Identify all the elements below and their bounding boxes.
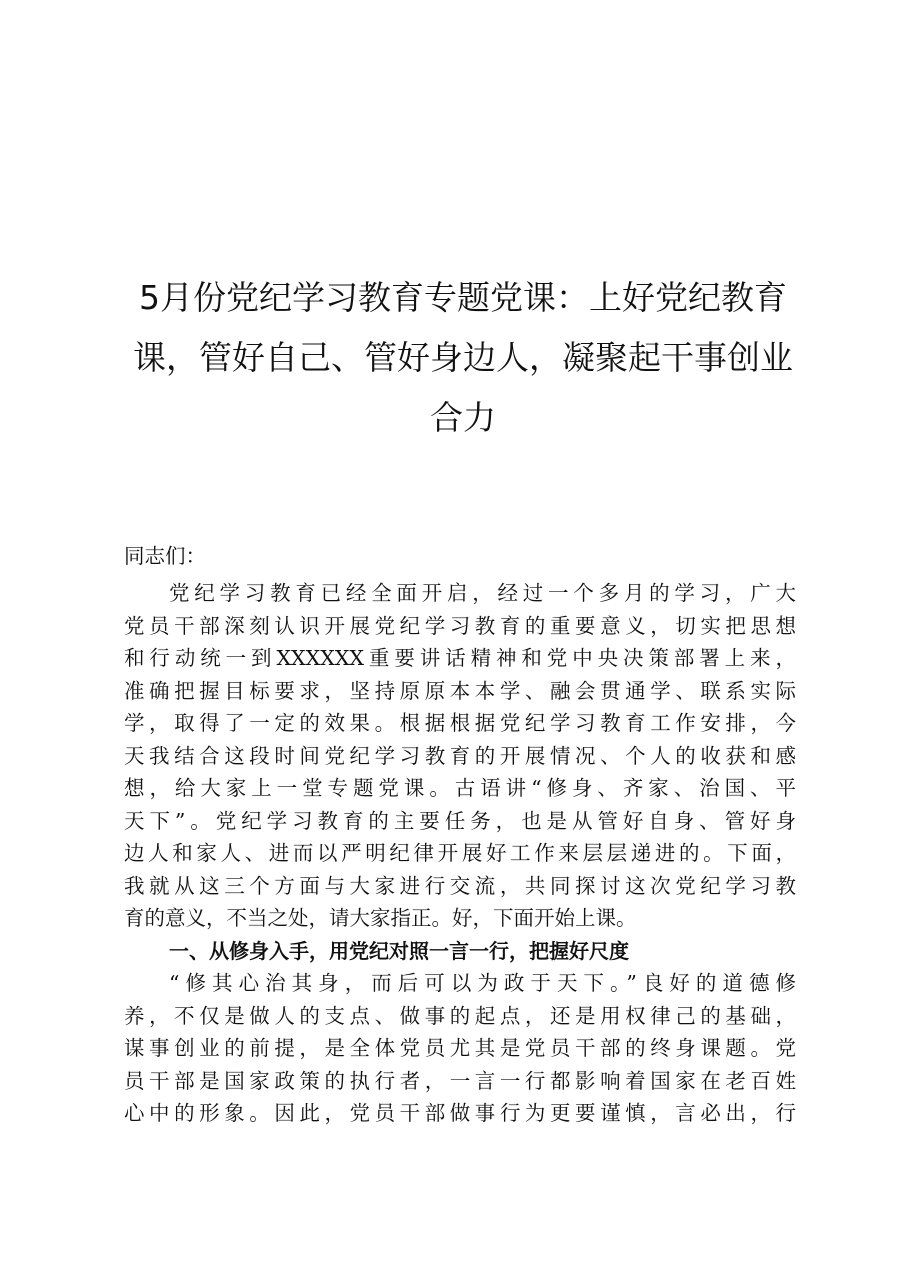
document-title <box>118 268 808 448</box>
paragraph-line: 员干部是国家政策的执行者，一言一行都影响着国家在老百姓 <box>124 1068 796 1093</box>
paragraph-line: 育的意义，不当之处，请大家指正。好，下面开始上课。 <box>124 906 637 930</box>
paragraph-line: 想，给大家上一堂专题党课。古语讲“修身、齐家、治国、平 <box>124 776 796 800</box>
paragraph-line: 天我结合这段时间党纪学习教育的开展情况、个人的收获和感 <box>124 743 796 768</box>
paragraph-line: 和行动统一到XXXXXX重要讲话精神和党中央决策部署上来， <box>124 646 796 670</box>
paragraph-line: 谋事创业的前提，是全体党员尤其是党员干部的终身课题。党 <box>124 1036 796 1060</box>
paragraph-line: 心中的形象。因此，党员干部做事行为更要谨慎，言必出，行 <box>124 1101 796 1125</box>
paragraph-2 <box>124 967 796 1130</box>
paragraph-1 <box>124 577 796 935</box>
paragraph-line: 养，不仅是做人的支点、做事的起点，还是用权律己的基础， <box>124 1003 796 1028</box>
title-line: 课，管好自己、管好身边人，凝聚起干事创业 <box>133 338 793 377</box>
paragraph-line: 天下”。党纪学习教育的主要任务，也是从管好自身、管好身 <box>124 808 796 833</box>
document-body <box>124 535 796 1130</box>
section-heading: 一、从修身入手，用党纪对照一言一行，把握好尺度 <box>169 938 629 963</box>
paragraph-line: 准确把握目标要求，坚持原原本本学、融会贯通学、联系实际 <box>124 678 796 703</box>
paragraph-line: 党员干部深刻认识开展党纪学习教育的重要意义，切实把思想 <box>124 613 796 638</box>
paragraph-line: “修其心治其身，而后可以为政于天下。”良好的道德修 <box>169 971 796 995</box>
paragraph-line: 学，取得了一定的效果。根据根据党纪学习教育工作安排，今 <box>124 711 796 735</box>
paragraph-line: 边人和家人、进而以严明纪律开展好工作来层层递进的。下面， <box>124 841 796 865</box>
paragraph-line: 我就从这三个方面与大家进行交流，共同探讨这次党纪学习教 <box>124 873 796 898</box>
paragraph-line: 党纪学习教育已经全面开启，经过一个多月的学习，广大 <box>169 581 796 605</box>
salutation: 同志们： <box>124 544 206 568</box>
title-line: 5月份党纪学习教育专题党课：上好党纪教育 <box>139 278 787 317</box>
title-line: 合力 <box>430 398 496 437</box>
